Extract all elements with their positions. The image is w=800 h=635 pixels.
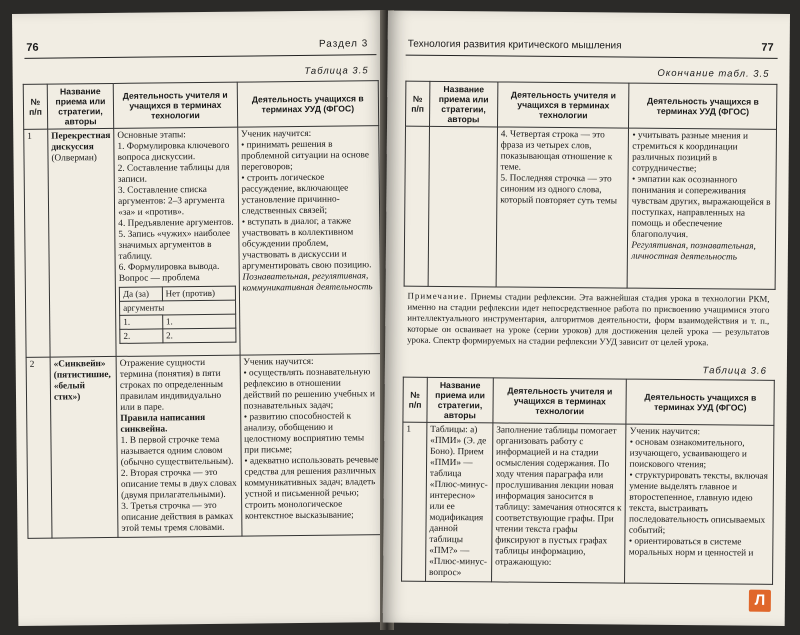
table-row xyxy=(402,422,774,584)
col-header-name: Название приема или стратегии, авторы xyxy=(429,81,497,127)
table-row xyxy=(404,126,776,289)
right-page xyxy=(383,10,790,625)
uud-item: • осуществлять познавательную рефлексию в отношении действий по решению учебных и познавательных задач; xyxy=(243,367,375,412)
page-number: 76 xyxy=(26,41,39,54)
activity-line: 5. Последняя строчка — это синоним из одного слова, который повторяет суть темы xyxy=(500,173,618,207)
activity-line: Основные этапы: xyxy=(117,130,186,141)
note-text: Приемы стадии рефлексии. Эта важнейшая стадия урока в технологии РКМ, именно на стадии рефлексии идет непосредственное работа по присвоению учащимися этого интеллектуального инструментария, алгоритмов деятельности, форм взаимодействия и т. п., которые он осваивает на уроке (серии уроков) для достижения целей урока — результатов урока. Спектр формируемых на стадии рефлексии УУД зависит от целей урока. xyxy=(407,291,770,348)
col-header-num: № п/п xyxy=(403,377,427,422)
table-3-6 xyxy=(401,377,775,585)
table-3-5-continued xyxy=(404,81,778,290)
col-header-activity: Деятельность учителя и учащихся в терминах технологии xyxy=(493,378,627,424)
running-head: Раздел 3 xyxy=(318,38,369,50)
activity-line: 1. В первой строчке тема называется одним словом (обычно существительным). xyxy=(120,434,234,468)
activity-line: 6. Формулировка вывода. Вопрос — проблема xyxy=(118,261,220,284)
running-head: Технология развития критического мышления xyxy=(407,38,622,52)
strategy-author: (Олверман) xyxy=(51,153,97,164)
mini-header-yes: Да (за) xyxy=(119,287,162,301)
strategy-name: Таблицы: а) «ПМИ» (Э. де Боно). Прием «ПМИ» — таблица «Плюс-минус-интересно» или ее модификация данной таблицы «ПМ?» — «Плюс-минус-вопрос» xyxy=(425,422,492,582)
uud-tag: Познавательная, регулятивная, коммуникативная деятельность xyxy=(242,271,373,294)
strategy-title: «Синквейн» (пятистишие, «белый стих») xyxy=(53,359,111,403)
uud-cell xyxy=(625,424,774,584)
uud-cell xyxy=(240,354,383,536)
table-caption: Таблица 3.5 xyxy=(304,65,369,77)
uud-item: • адекватно использовать речевые средства для решения различных коммуникативных задач; владеть устной и письменной речью; строить монологическое контекстное высказывание; xyxy=(244,455,379,522)
page-number: 77 xyxy=(761,41,774,54)
mini-table xyxy=(119,286,236,344)
uud-intro: Ученик научится: xyxy=(629,426,701,438)
row-number: 2 xyxy=(26,357,52,538)
activity-line: 4. Четвертая строка — это фраза из четырех слов, показывающая отношение к теме. xyxy=(500,129,613,173)
table-3-5 xyxy=(23,80,384,539)
mini-cell: 2. xyxy=(120,329,163,343)
uud-item: • строить логическое рассуждение, включающее установление причинно-следственных связей; xyxy=(241,172,349,217)
uud-item: • вступать в диалог, а также участвовать в коллективном обсуждении проблем, участвовать в дискуссии и аргументировать свою позицию. xyxy=(241,216,372,272)
table-caption: Окончание табл. 3.5 xyxy=(657,67,770,80)
col-header-num: № п/п xyxy=(23,84,47,129)
row-number: 1 xyxy=(402,422,427,581)
activity-line: 4. Предъявление аргументов. xyxy=(118,217,234,229)
table-header-row xyxy=(23,81,378,130)
strategy-title: Перекрестная дискуссия xyxy=(51,130,111,153)
activity-line: 1. Формулировка ключевого вопроса дискуссии. xyxy=(117,140,230,163)
activity-line: 2. Составление таблицы для записи. xyxy=(117,162,230,185)
uud-item: • принимать решения в проблемной ситуации на основе переговоров; xyxy=(240,139,370,173)
table-header-row xyxy=(403,377,774,425)
row-number: 1 xyxy=(24,129,50,357)
uud-item: • эмпатии как осознанного понимания и сопереживания чувствам других, выражающейся в поступках, направленных на помощь и обеспечение благополучия. xyxy=(631,174,771,241)
mini-args-label: аргументы xyxy=(120,300,236,315)
uud-cell xyxy=(628,128,777,289)
activity-line: 2. Вторая строчка — это описание темы в двух словах (двумя прилагательными). xyxy=(120,467,237,501)
left-page xyxy=(12,10,392,626)
note-label: Примечание. xyxy=(407,290,468,302)
strategy-name xyxy=(48,128,117,357)
activity-cell xyxy=(116,355,241,537)
mini-cell: 2. xyxy=(162,328,235,343)
mini-cell: 1. xyxy=(120,315,163,329)
uud-item: • ориентироваться в системе моральных норм и ценностей и xyxy=(628,536,754,559)
header-rule xyxy=(406,55,778,59)
activity-line: 3. Третья строчка — это описание действия в рамках этой темы тремя словами. xyxy=(121,500,234,534)
activity-line: 5. Запись «чужих» наиболее значимых аргументов в таблицу. xyxy=(118,228,231,262)
uud-item: • структурировать тексты, включая умение выделять главное и второстепенное, главную идею текста, выстраивать последовательность описываемых событий; xyxy=(628,470,768,536)
uud-item: • основам ознакомительного, изучающего, усваивающего и поискового чтения; xyxy=(629,437,747,471)
rules-title: Правила написания синквейна. xyxy=(120,412,206,435)
uud-tag: Регулятивная, познавательная, личностная деятельность xyxy=(631,240,756,263)
activity-cell: Заполнение таблицы помогает организовать работу с информацией и на стадии осмысления содержания. По ходу чтения параграфа или прослушивания лекции новая информация заносится в таблицу: замечания относятся к соответствующие графы. При чтении текста графы фиксируют в пустых графах таблицы информацию, отражающую: xyxy=(491,423,626,583)
col-header-uud: Деятельность учащихся в терминах УУД (ФГОС) xyxy=(629,83,777,129)
col-header-name: Название приема или стратегии, авторы xyxy=(427,377,493,423)
uud-item: • учитывать разные мнения и стремиться к координации различных позиций в сотрудничестве; xyxy=(632,130,749,175)
col-header-activity: Деятельность учителя и учащихся в терминах технологии xyxy=(497,82,629,128)
mini-header-no: Нет (против) xyxy=(162,286,235,301)
activity-line: Отражение сущности термина (понятия) в пяти строках по определенным правилам индивидуально или в паре. xyxy=(119,357,224,413)
table-caption: Таблица 3.6 xyxy=(702,365,767,377)
table-row xyxy=(24,126,381,358)
uud-intro: Ученик научится: xyxy=(243,356,314,368)
note-paragraph xyxy=(407,291,769,349)
uud-cell xyxy=(237,126,381,355)
activity-line: 3. Составление списка аргументов: 2–3 аргумента «за» и «против». xyxy=(117,184,225,218)
table-row xyxy=(26,354,383,539)
mini-cell: 1. xyxy=(162,314,235,329)
strategy-name xyxy=(428,126,497,287)
activity-cell xyxy=(496,127,629,288)
uud-intro: Ученик научится: xyxy=(240,128,312,140)
uud-item: • развитию способностей к анализу, обобщению и целостному восприятию темы при письме; xyxy=(243,411,365,456)
col-header-activity: Деятельность учителя и учащихся в терминах технологии xyxy=(113,82,237,128)
header-rule xyxy=(24,54,376,59)
strategy-name xyxy=(50,356,118,538)
col-header-name: Название приема или стратегии, авторы xyxy=(47,83,114,129)
col-header-uud: Деятельность учащихся в терминах УУД (ФГОС) xyxy=(237,81,379,127)
col-header-uud: Деятельность учащихся в терминах УУД (ФГОС) xyxy=(626,379,774,425)
col-header-num: № п/п xyxy=(406,81,430,126)
row-number xyxy=(404,126,429,286)
table-header-row xyxy=(406,81,777,129)
activity-cell xyxy=(114,127,240,356)
publisher-logo-icon: Л xyxy=(749,590,771,612)
